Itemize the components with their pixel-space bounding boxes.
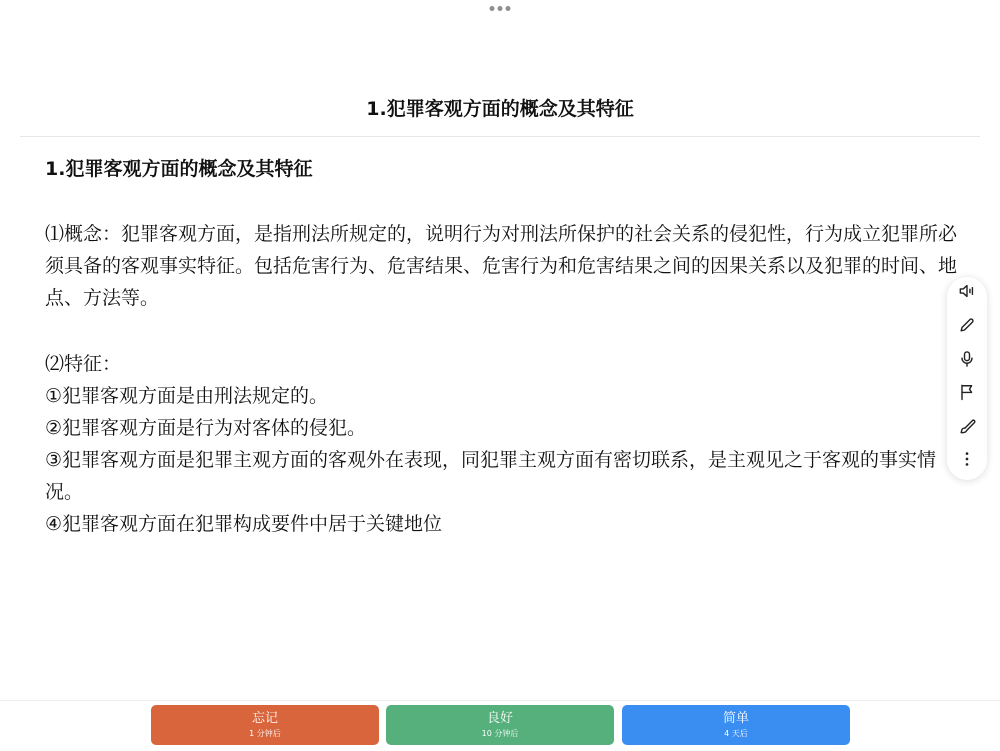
feature-item: ③犯罪客观方面是犯罪主观方面的客观外在表现，同犯罪主观方面有密切联系，是主观见之于客观的事实情况。 — [45, 449, 937, 503]
flag-icon[interactable] — [955, 380, 979, 404]
easy-interval: 4 天后 — [724, 729, 748, 738]
easy-button[interactable] — [622, 705, 850, 745]
good-label: 良好 — [486, 711, 513, 726]
handle-dot — [490, 6, 495, 11]
forget-interval: 1 分钟后 — [249, 729, 281, 738]
handle-dot — [506, 6, 511, 11]
good-button[interactable] — [386, 705, 614, 745]
feature-item: ①犯罪客观方面是由刑法规定的。 — [45, 385, 329, 407]
speaker-icon[interactable] — [955, 279, 979, 303]
easy-label: 简单 — [722, 711, 749, 726]
content-heading: 1.犯罪客观方面的概念及其特征 — [45, 158, 313, 180]
brush-icon[interactable] — [955, 414, 979, 438]
forget-button[interactable] — [151, 705, 379, 745]
feature-item: ②犯罪客观方面是行为对客体的侵犯。 — [45, 417, 367, 439]
feature-item: ④犯罪客观方面在犯罪构成要件中居于关键地位 — [45, 513, 443, 535]
window-drag-handle[interactable] — [490, 6, 511, 11]
header-divider — [20, 136, 980, 137]
side-toolbar — [947, 277, 987, 480]
concept-paragraph: ⑴概念：犯罪客观方面，是指刑法所规定的，说明行为对刑法所保护的社会关系的侵犯性，行为成立犯罪所必须具备的客观事实特征。包括危害行为、危害结果、危害行为和危害结果之间的因果关系以及犯罪的时间、地点、方法等。 — [45, 223, 958, 309]
good-interval: 10 分钟后 — [481, 729, 519, 738]
review-bar — [0, 700, 1000, 751]
handle-dot — [498, 6, 503, 11]
forget-label: 忘记 — [251, 711, 278, 726]
card-content — [45, 156, 960, 540]
page-title: 1.犯罪客观方面的概念及其特征 — [366, 98, 634, 120]
more-icon[interactable] — [955, 447, 979, 471]
microphone-icon[interactable] — [955, 347, 979, 371]
pencil-icon[interactable] — [955, 313, 979, 337]
features-label: ⑵特征： — [45, 353, 122, 375]
